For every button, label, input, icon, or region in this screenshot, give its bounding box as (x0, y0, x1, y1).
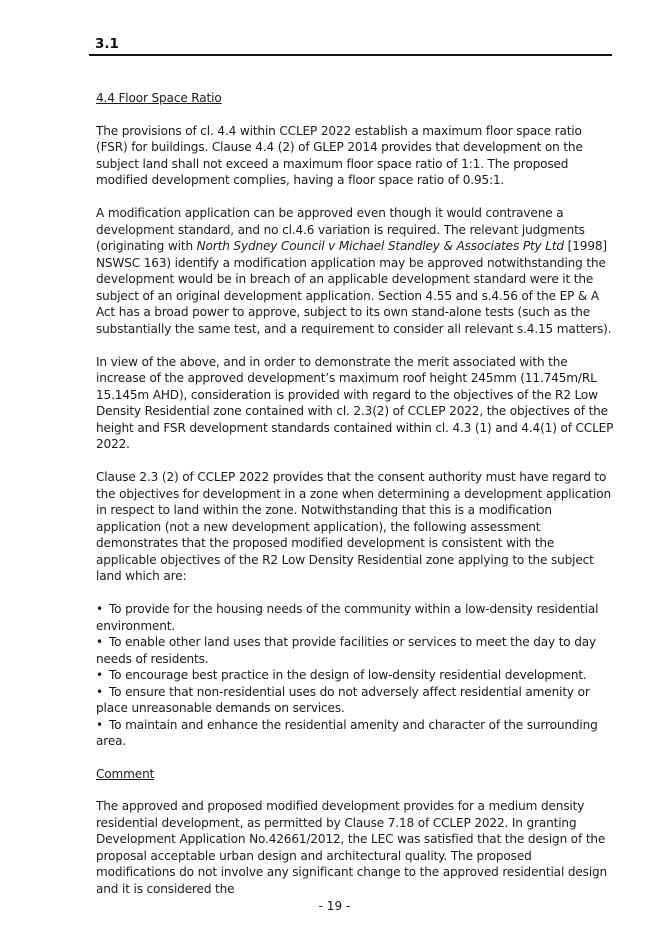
paragraph-fsr-provisions: The provisions of cl. 4.4 within CCLEP 2022 establish a maximum floor space ratio (FSR) for buildings. Clause 4.4 (2) of GLEP 2014 provides that development on the subject land shall not exceed a maximum floor space ratio of 1:1. The proposed modified development complies, having a floor space ratio of 0.95:1. (96, 123, 583, 187)
objectives-list (96, 601, 614, 750)
list-item: • To maintain and enhance the residential amenity and character of the surrounding area. (96, 717, 614, 750)
header-divider (89, 54, 612, 56)
list-item: • To enable other land uses that provide facilities or services to meet the day to day needs of residents. (96, 634, 614, 667)
paragraph-comment: The approved and proposed modified development provides for a medium density residential development, as permitted by Clause 7.18 of CCLEP 2022. In granting Development Application No.42661/2012, the LEC was satisfied that the design of the proposal acceptable urban design and architectural quality. The proposed modifications do not involve any significant change to the approved residential design and it is considered the (96, 799, 608, 896)
paragraph-text-before-case: A modification application can be approved even though it would contravene a development standard, and no cl.4.6 variation is required. The relevant judgments (originating with (96, 206, 585, 253)
section-number: 3.1 (95, 36, 119, 52)
paragraph-merit-increase: In view of the above, and in order to demonstrate the merit associated with the increase of the approved development’s maximum roof height 245mm (11.745m/RL 15.145m AHD), consideration is provided with regard to the objectives of the R2 Low Density Residential zone contained with cl. 2.3(2) of CCLEP 2022, the objectives of the height and FSR development standards contained within cl. 4.3 (1) and 4.4(1) of CCLEP 2022. (96, 354, 614, 451)
document-body (96, 90, 614, 914)
paragraph-zone-objectives: Clause 2.3 (2) of CCLEP 2022 provides that the consent authority must have regard to the objectives for development in a zone when determining a development application in respect to land within the zone. Notwithstanding that this is a modification application (not a new development application), the following assessment demonstrates that the proposed modified development is consistent with the applicable objectives of the R2 Low Density Residential zone applying to the subject land which are: (96, 470, 612, 583)
case-citation: North Sydney Council v Michael Standley & Associates Pty Ltd (196, 239, 564, 253)
page-number: - 19 - (318, 899, 351, 913)
paragraph-text-after-case: [1998] NSWSC 163) identify a modification application may be approved notwithstanding the development would be in breach of an applicable development standard were it the subject of an original development application. Section 4.55 and s.4.56 of the EP & A Act has a broad power to approve, subject to its own stand-alone tests (such as the substantially the same test, and a requirement to consider all relevant s.4.15 matters). (96, 239, 612, 336)
list-item: • To encourage best practice in the design of low-density residential development. (96, 667, 614, 684)
list-item: • To provide for the housing needs of the community within a low-density residential environment. (96, 601, 614, 634)
comment-heading: Comment (96, 766, 155, 781)
paragraph-modification-application (96, 205, 614, 337)
list-item: • To ensure that non-residential uses do not adversely affect residential amenity or place unreasonable demands on services. (96, 684, 614, 717)
section-heading: 4.4 Floor Space Ratio (96, 91, 222, 105)
